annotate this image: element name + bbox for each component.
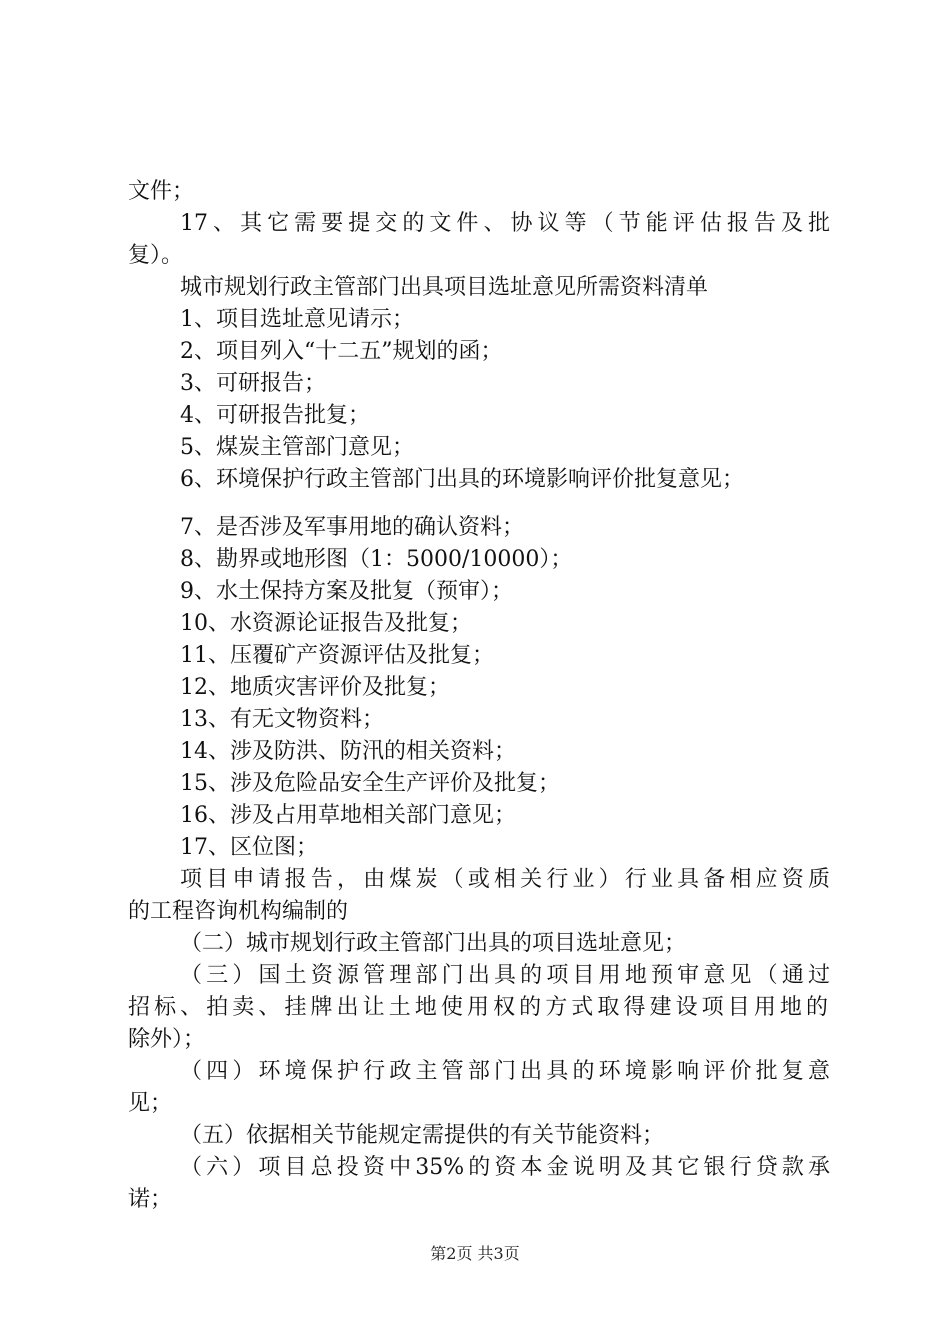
list-item: 17、区位图； — [180, 835, 318, 860]
list-item: 6、环境保护行政主管部门出具的环境影响评价批复意见； — [180, 467, 744, 492]
text-line: （四）环境保护行政主管部门出具的环境影响评价批复意 — [180, 1059, 830, 1084]
text-line: 招标、拍卖、挂牌出让土地使用权的方式取得建设项目用地的 — [128, 995, 828, 1020]
list-item: 7、是否涉及军事用地的确认资料； — [180, 515, 524, 540]
list-item: 3、可研报告； — [180, 371, 326, 396]
list-item: 5、煤炭主管部门意见； — [180, 435, 414, 460]
text-line: 文件； — [128, 179, 195, 204]
text-line: 复）。 — [128, 243, 184, 268]
text-line: （五）依据相关节能规定需提供的有关节能资料； — [180, 1123, 665, 1148]
text-line: 见； — [128, 1091, 173, 1116]
list-item: 4、可研报告批复； — [180, 403, 370, 428]
text-line: 项目申请报告，由煤炭（或相关行业）行业具备相应资质 — [180, 867, 830, 892]
list-item: 2、项目列入“十二五”规划的函； — [180, 339, 503, 364]
list-item: 11、压覆矿产资源评估及批复； — [180, 643, 494, 668]
list-item: 9、水土保持方案及批复（预审）； — [180, 579, 513, 604]
list-item: 10、水资源论证报告及批复； — [180, 611, 472, 636]
text-line: 17、其它需要提交的文件、协议等（节能评估报告及批 — [180, 211, 830, 236]
text-line: （六）项目总投资中35%的资本金说明及其它银行贷款承 — [180, 1155, 830, 1180]
text-line: 除外）； — [128, 1027, 206, 1052]
text-line: 诺； — [128, 1187, 173, 1212]
page-number-footer: 第2页 共3页 — [430, 1244, 520, 1263]
text-line: 的工程咨询机构编制的 — [128, 899, 349, 924]
list-item: 8、勘界或地形图（1：5000/10000）； — [180, 547, 573, 572]
list-item: 15、涉及危险品安全生产评价及批复； — [180, 771, 560, 796]
list-item: 14、涉及防洪、防汛的相关资料； — [180, 739, 516, 764]
text-line: （二）城市规划行政主管部门出具的项目选址意见； — [180, 931, 687, 956]
list-item: 13、有无文物资料； — [180, 707, 384, 732]
list-item: 12、地质灾害评价及批复； — [180, 675, 450, 700]
list-item: 16、涉及占用草地相关部门意见； — [180, 803, 516, 828]
list-item: 1、项目选址意见请示； — [180, 307, 414, 332]
section-heading: 城市规划行政主管部门出具项目选址意见所需资料清单 — [180, 275, 709, 300]
text-line: （三）国土资源管理部门出具的项目用地预审意见（通过 — [180, 963, 830, 988]
